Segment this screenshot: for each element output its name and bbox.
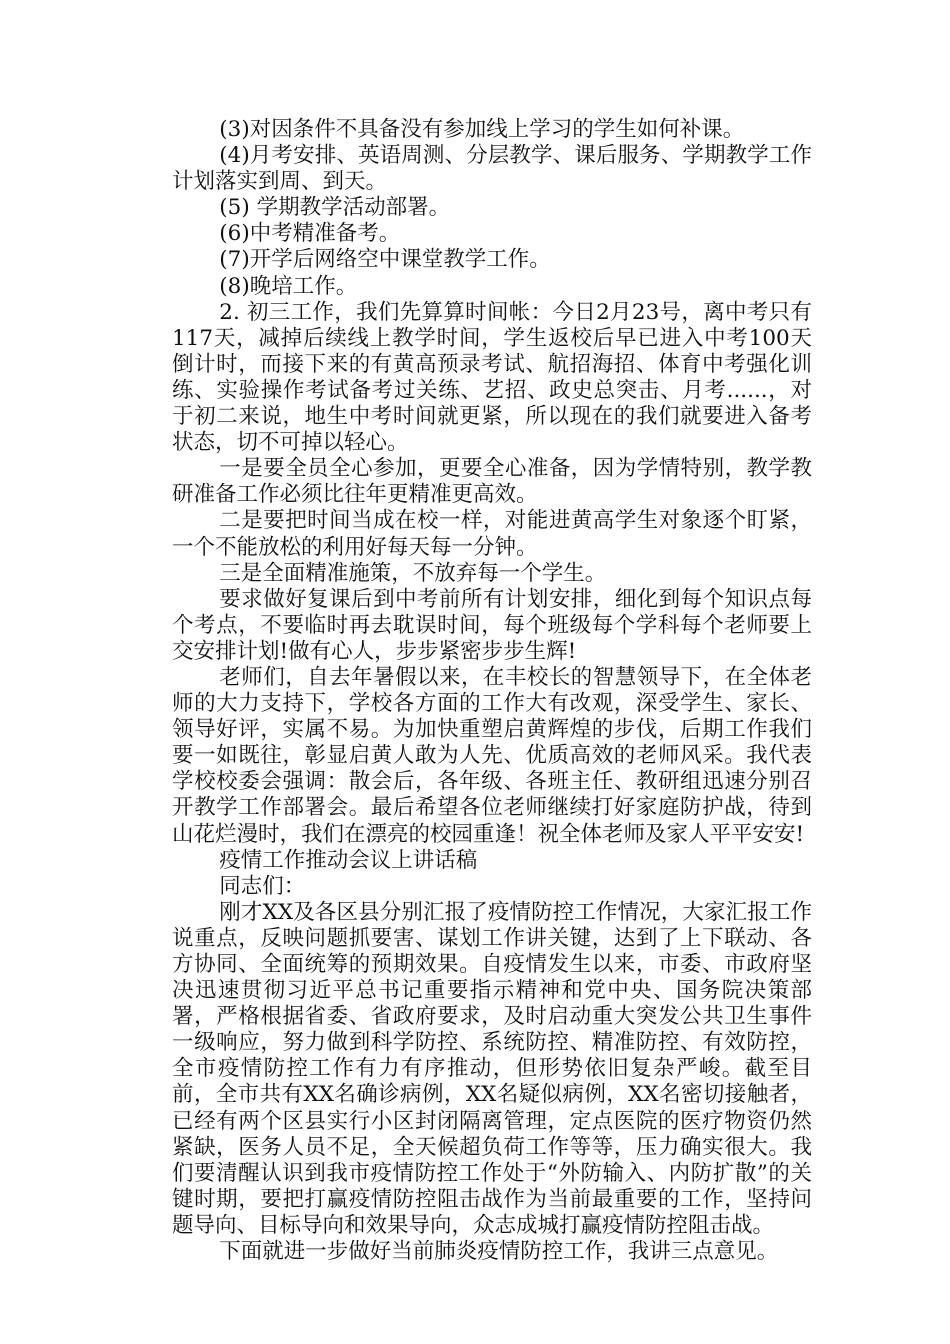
section-title: 疫情工作推动会议上讲话稿 <box>219 847 478 873</box>
paragraph-exam-prep: (6)中考精准备考。 <box>219 221 401 247</box>
paragraph-point-three: 三是全面精准施策，不放弃每一个学生。 <box>219 560 607 586</box>
paragraph-online-classroom: (7)开学后网络空中课堂教学工作。 <box>219 247 551 273</box>
paragraph-plan-requirements: 要求做好复课后到中考前所有计划安排，细化到每个知识点每个考点，不要临时再去耽误时间，每个班级每个学科每个老师要上交安排计划!做有心人，步步紧密步步生辉! <box>172 586 812 664</box>
paragraph-closing-remarks: 老师们，自去年暑假以来，在丰校长的智慧领导下，在全体老师的大力支持下，学校各方面的工作大有改观，深受学生、家长、领导好评，实属不易。为加快重塑启黄辉煌的步伐，后期工作我们要一如既往，彰显启黄人敢为人先、优质高效的老师风采。我代表学校校委会强调：散会后，各年级、各班主任、教研组迅速分别召开教学工作部署会。最后希望各位老师继续打好家庭防护战，待到山花烂漫时，我们在漂亮的校园重逢！祝全体老师及家人平平安安! <box>172 664 812 847</box>
salutation: 同志们： <box>219 873 306 899</box>
paragraph-three-opinions: 下面就进一步做好当前肺炎疫情防控工作，我讲三点意见。 <box>219 1239 779 1265</box>
paragraph-point-two: 二是要把时间当成在校一样，对能进黄高学生对象逐个盯紧，一个不能放松的利用好每天每一分钟。 <box>172 508 812 560</box>
paragraph-makeup-lessons: (3)对因条件不具备没有参加线上学习的学生如何补课。 <box>219 117 745 142</box>
paragraph-grade-three-work: 2. 初三工作，我们先算算时间帐：今日2月23号，离中考只有117天，减掉后续线上教学时间，学生返校后早已进入中考100天倒计时，而接下来的有黄高预录考试、航招海招、体育中考强化训练、实验操作考试备考过关练、艺招、政史总突击、月考......，对于初二来说，地生中考时间就更紧，所以现在的我们就要进入备考状态，切不可掉以轻心。 <box>172 299 812 456</box>
paragraph-semester-activities: (5) 学期教学活动部署。 <box>219 195 451 221</box>
paragraph-monthly-exams: (4)月考安排、英语周测、分层教学、课后服务、学期教学工作计划落实到周、到天。 <box>172 143 812 195</box>
paragraph-epidemic-report: 刚才XX及各区县分别汇报了疫情防控工作情况，大家汇报工作说重点，反映问题抓要害、谋划工作讲关键，达到了上下联动、各方协同、全面统筹的预期效果。自疫情发生以来，市委、市政府坚决迅速贯彻习近平总书记重要指示精神和党中央、国务院决策部署，严格根据省委、省政府要求，及时启动重大突发公共卫生事件一级响应，努力做到科学防控、系统防控、精准防控、有效防控，全市疫情防控工作有力有序推动，但形势依旧复杂严峻。截至目前，全市共有XX名确诊病例，XX名疑似病例，XX名密切接触者，已经有两个区县实行小区封闭隔离管理，定点医院的医疗物资仍然紧缺，医务人员不足，全天候超负荷工作等等，压力确实很大。我们要清醒认识到我市疫情防控工作处于“外防输入、内防扩散”的关键时期，要把打赢疫情防控阻击战作为当前最重要的工作，坚持问题导向、目标导向和效果导向，众志成城打赢疫情防控阻击战。 <box>172 899 812 1238</box>
paragraph-point-one: 一是要全员全心参加，更要全心准备，因为学情特别，教学教研准备工作必须比往年更精准更高效。 <box>172 456 812 508</box>
paragraph-evening-training: (8)晚培工作。 <box>219 273 358 299</box>
document-body <box>172 117 812 1265</box>
